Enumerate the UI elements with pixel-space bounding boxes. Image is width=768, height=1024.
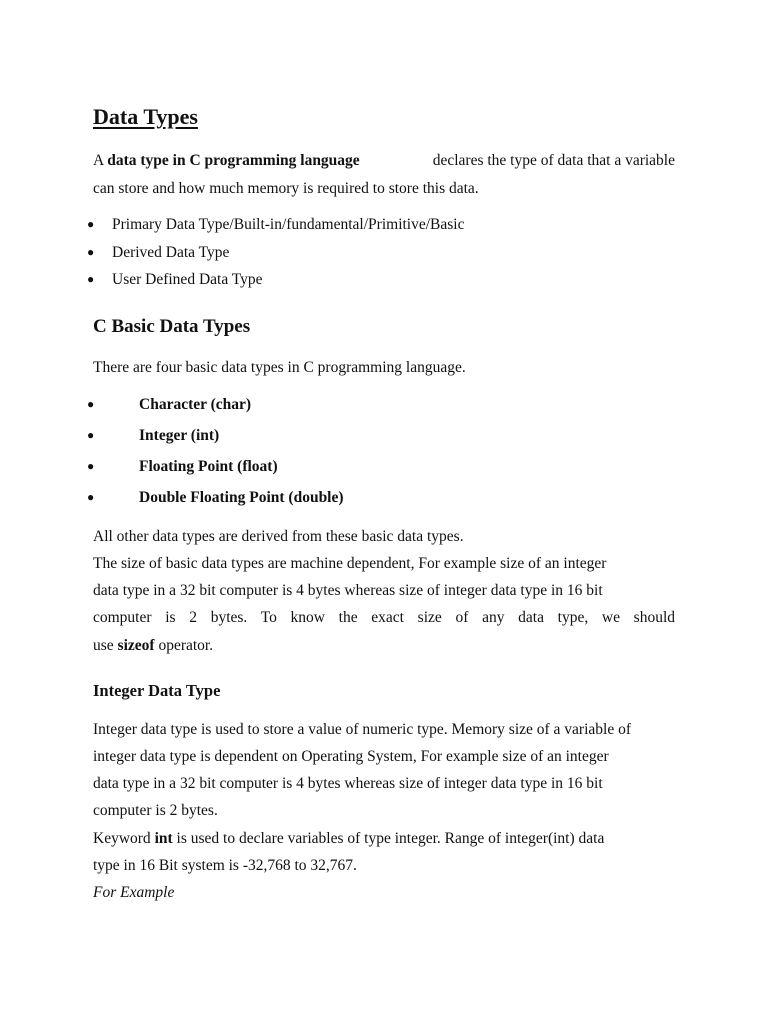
bullet-icon: ● [87, 217, 95, 231]
bullet-icon: ● [87, 459, 95, 473]
size-line-2: data type in a 32 bit computer is 4 bytes whereas size of integer data type in 16 bit [93, 582, 603, 599]
size-line-1: The size of basic data types are machine dependent, For example size of an integer [93, 555, 607, 572]
keyword-line-1: Keyword int is used to declare variables of type integer. Range of integer(int) data [93, 830, 605, 847]
list-item: ● Integer (int) [87, 420, 344, 451]
basic-intro: There are four basic data types in C programming language. [93, 359, 466, 376]
integer-heading: Integer Data Type [93, 681, 221, 700]
intro-line-2: can store and how much memory is required to store this data. [93, 180, 479, 197]
integer-line-4: computer is 2 bytes. [93, 802, 218, 819]
keyword-line-2: type in 16 Bit system is -32,768 to 32,767. [93, 857, 357, 874]
bullet-icon: ● [87, 397, 95, 411]
list-item: ● Primary Data Type/Built-in/fundamental/Primitive/Basic [87, 211, 464, 239]
integer-line-1: Integer data type is used to store a value of numeric type. Memory size of a variable of [93, 721, 631, 738]
int-keyword: int [154, 830, 173, 847]
bullet-icon: ● [87, 490, 95, 504]
page-title: Data Types [93, 104, 198, 129]
integer-line-2: integer data type is dependent on Operating System, For example size of an integer [93, 748, 609, 765]
bullet-icon: ● [87, 428, 95, 442]
for-example-label: For Example [93, 884, 175, 901]
size-line-4: use sizeof operator. [93, 637, 214, 654]
basic-types-list [87, 389, 344, 513]
list-item: ● Double Floating Point (double) [87, 482, 344, 513]
bullet-icon: ● [87, 272, 95, 286]
size-line-3: computer is 2 bytes. To know the exact size of any data type, we should [93, 609, 675, 626]
list-item: ● Derived Data Type [87, 239, 464, 267]
basic-types-heading: C Basic Data Types [93, 316, 251, 337]
sizeof-keyword: sizeof [117, 637, 155, 654]
derived-note: All other data types are derived from these basic data types. [93, 528, 464, 545]
intro-line-1 [93, 147, 675, 175]
intro-bold: data type in C programming language [107, 152, 360, 169]
list-item: ● User Defined Data Type [87, 266, 464, 294]
intro-prefix: A [93, 152, 108, 169]
type-categories-list [87, 211, 464, 294]
list-item: ● Character (char) [87, 389, 344, 420]
intro-rest: declares the type of data that a variable [432, 152, 675, 169]
list-item: ● Floating Point (float) [87, 451, 344, 482]
integer-line-3: data type in a 32 bit computer is 4 bytes whereas size of integer data type in 16 bit [93, 775, 603, 792]
bullet-icon: ● [87, 244, 95, 259]
